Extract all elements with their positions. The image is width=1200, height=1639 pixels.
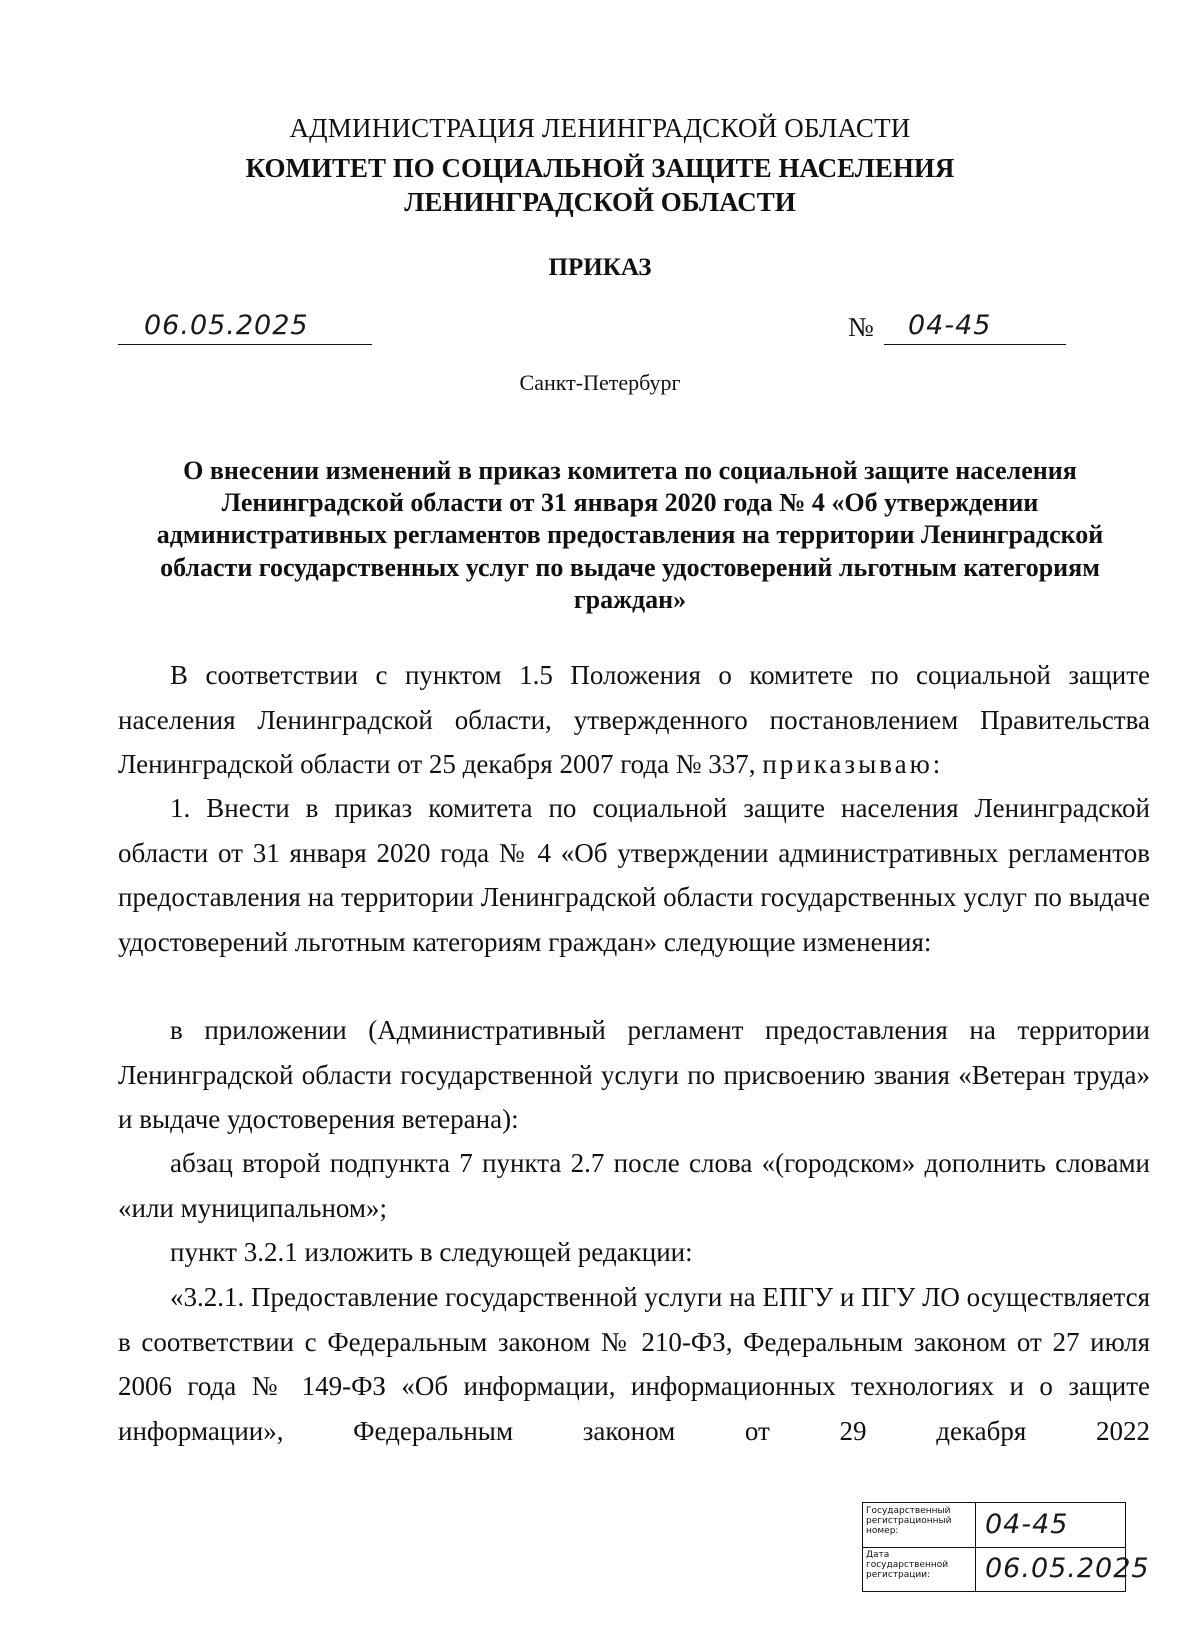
body-paragraph-6: «3.2.1. Предоставление государственной услуги на ЕПГУ и ПГУ ЛО осуществляется в соответствии с Федеральным законом № 210-ФЗ, Федеральным законом от 27 июля 2006 года № 149-ФЗ «Об информации, информационных технологиях и о защите информации», Федеральным законом от 29 декабря 2022 bbox=[118, 1282, 1150, 1446]
committee-name-line-1: КОМИТЕТ ПО СОЦИАЛЬНОЙ ЗАЩИТЕ НАСЕЛЕНИЯ bbox=[245, 153, 955, 183]
order-number-field bbox=[884, 310, 1066, 345]
registration-number-row bbox=[863, 1503, 1125, 1548]
order-subject: О внесении изменений в приказ комитета по социальной защите населения Ленинградской области от 31 января 2020 года № 4 «Об утверждении административных регламентов предоставления на территории Ленинградской области государственных услуг по выдаче удостоверений льготным категориям граждан» bbox=[156, 456, 1104, 614]
body-paragraph-4: абзац второй подпункта 7 пункта 2.7 после слова «(городском» дополнить словами «или муниципальном»; bbox=[118, 1148, 1150, 1223]
registration-number-value: 04-45 bbox=[985, 1509, 1069, 1540]
order-number: 04-45 bbox=[908, 310, 992, 341]
body-paragraph-1-text: В соответствии с пунктом 1.5 Положения о комитете по социальной защите населения Ленинградской области, утвержденного постановлением Правительства Ленинградской области от 25 декабря 2007 года № 337, bbox=[118, 660, 1150, 780]
registration-date-label: Дата государственной регистрации: bbox=[866, 1550, 949, 1580]
registration-date-value: 06.05.2025 bbox=[985, 1553, 1150, 1584]
administration-name: АДМИНИСТРАЦИЯ ЛЕНИНГРАДСКОЙ ОБЛАСТИ bbox=[289, 113, 911, 143]
committee-name-line-2: ЛЕНИНГРАДСКОЙ ОБЛАСТИ bbox=[404, 187, 796, 217]
city: Санкт-Петербург bbox=[519, 370, 681, 395]
document-type: ПРИКАЗ bbox=[548, 254, 652, 281]
body-paragraph-2: 1. Внести в приказ комитета по социальной защите населения Ленинградской области от 31 января 2020 года № 4 «Об утверждении административных регламентов предоставления на территории Ленинградской области государственных услуг по выдаче удостоверений льготным категориям граждан» следующие изменения: bbox=[118, 793, 1150, 957]
number-sign: № bbox=[848, 312, 874, 342]
body-paragraph-5: пункт 3.2.1 изложить в следующей редакции: bbox=[170, 1237, 693, 1267]
registration-divider bbox=[975, 1503, 976, 1591]
body-paragraph-3: в приложении (Административный регламент предоставления на территории Ленинградской области государственной услуги по присвоению звания «Ветеран труда» и выдаче удостоверения ветерана): bbox=[118, 1015, 1150, 1135]
registration-stamp bbox=[862, 1502, 1150, 1592]
registration-number-label: Государственный регистрационный номер: bbox=[866, 1506, 952, 1536]
body-paragraph-1 bbox=[118, 653, 1150, 787]
order-date-field bbox=[118, 310, 372, 345]
order-date: 06.05.2025 bbox=[144, 310, 309, 341]
registration-date-row bbox=[863, 1547, 1150, 1591]
order-keyword: приказываю: bbox=[762, 749, 944, 780]
